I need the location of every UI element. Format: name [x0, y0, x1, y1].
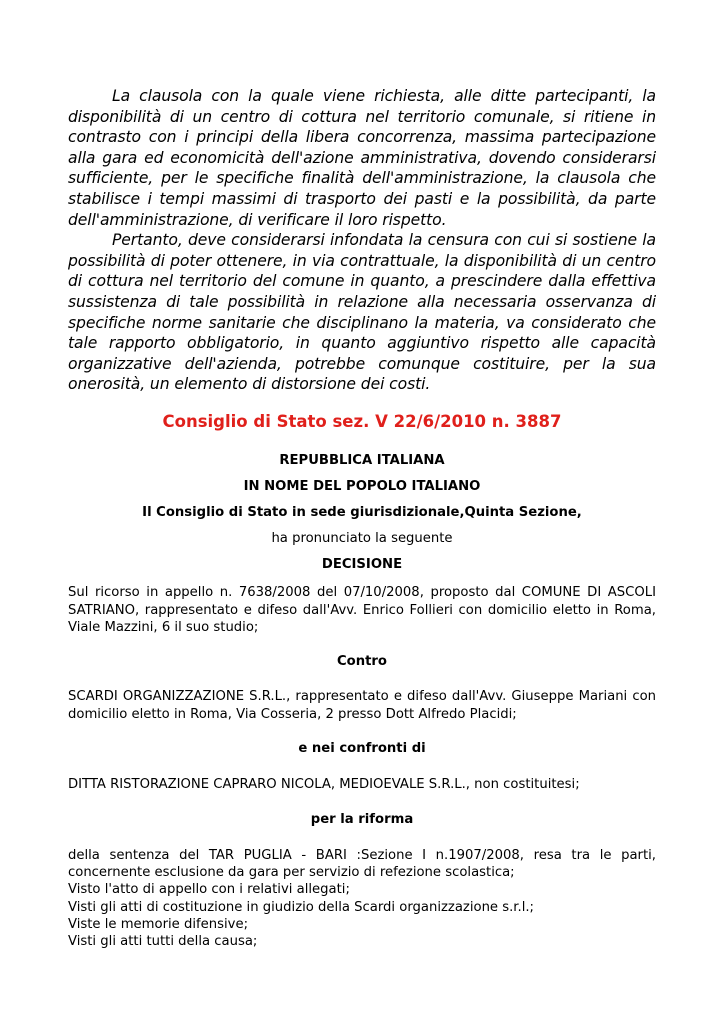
decision-heading: DECISIONE [321, 557, 403, 572]
reform-line: Visti gli atti di costituzione in giudizio della Scardi organizzazione s.r.l.; [68, 899, 534, 915]
confronti-heading: e nei confronti di [298, 741, 426, 756]
excerpt-paragraph-2: Pertanto, deve considerarsi infondata la censura con cui si sostiene la possibilità di poter ottenere, in via contrattuale, la disponibilità di un centro di cottura nel territorio del comune in quanto, a prescindere dalla effettiva sussistenza di tale possibilità in relazione alla necessaria osservanza di specifiche norme sanitarie che disciplinano la materia, va considerato che tale rapporto obbligatorio, in quanto aggiuntivo rispetto alle capacità organizzative dell'azienda, potrebbe comunque costituire, per la sua onerosità, un elemento di distorsione dei costi. [68, 231, 656, 394]
appeal-text: Sul ricorso in appello n. 7638/2008 del 07/10/2008, proposto dal COMUNE DI ASCOLI SATRIANO, rappresentato e difeso dall'Avv. Enrico Follieri con domicilio eletto in Roma, Viale Mazzini, 6 il suo studio; [68, 585, 656, 635]
pronounced-line: ha pronunciato la seguente [271, 531, 453, 546]
reform-line: Visto l'atto di appello con i relativi allegati; [68, 882, 350, 898]
ruling-title: Consiglio di Stato sez. V 22/6/2010 n. 3887 [162, 412, 562, 431]
reform-line: Visti gli atti tutti della causa; [68, 934, 258, 950]
reform-line: Viste le memorie difensive; [68, 916, 249, 932]
against-heading: Contro [337, 654, 387, 669]
excerpt-paragraph-1: La clausola con la quale viene richiesta, alle ditte partecipanti, la disponibilità di un centro di cottura nel territorio comunale, si ritiene in contrasto con i principi della libera concorrenza, massima partecipazione alla gara ed economicità dell'azione amministrativa, dovendo considerarsi sufficiente, per le specifiche finalità dell'amministrazione, la clausola che stabilisce i tempi massimi di trasporto dei pasti e la possibilità, da parte dell'amministrazione, di verificare il loro rispetto. [68, 87, 656, 229]
people-heading: IN NOME DEL POPOLO ITALIANO [243, 479, 481, 494]
italic-excerpt [68, 86, 656, 395]
reform-line: concernente esclusione da gara per servizio di refezione scolastica; [68, 865, 515, 881]
appeal-paragraph [68, 584, 656, 637]
confronti-paragraph [68, 776, 656, 794]
reform-heading: per la riforma [310, 812, 414, 827]
council-heading: Il Consiglio di Stato in sede giurisdizionale,Quinta Sezione, [142, 505, 582, 520]
reform-line: della sentenza del TAR PUGLIA - BARI :Sezione I n.1907/2008, resa tra le parti, [68, 848, 656, 863]
reform-block [68, 847, 668, 950]
confronti-text: DITTA RISTORAZIONE CAPRARO NICOLA, MEDIOEVALE S.R.L., non costituitesi; [68, 777, 580, 792]
against-paragraph [68, 688, 656, 723]
against-text: SCARDI ORGANIZZAZIONE S.R.L., rappresentato e difeso dall'Avv. Giuseppe Mariani con domicilio eletto in Roma, Via Cosseria, 2 presso Dott Alfredo Placidi; [68, 689, 656, 722]
republic-heading: REPUBBLICA ITALIANA [279, 453, 445, 468]
